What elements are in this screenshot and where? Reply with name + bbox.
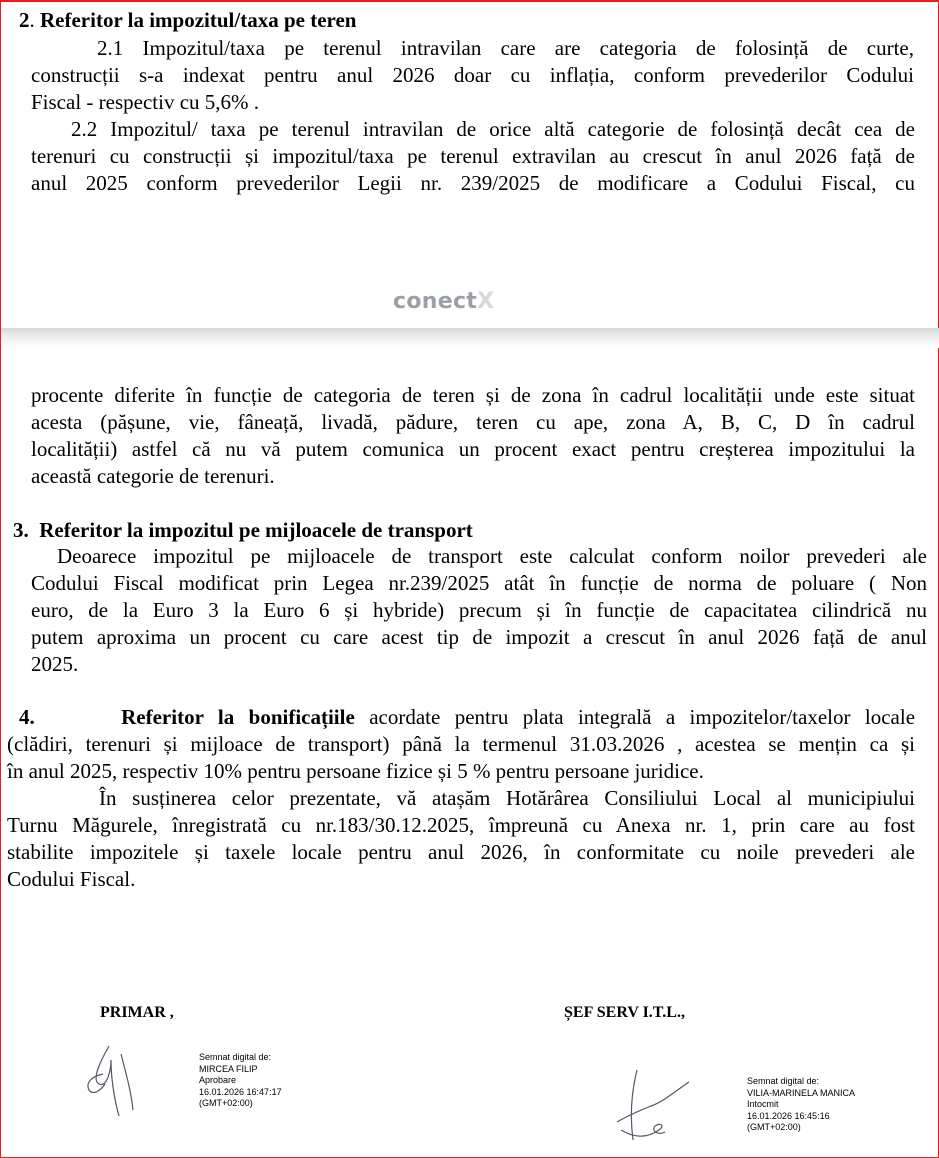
section-2-number: 2 xyxy=(19,8,30,32)
section-4-first-line xyxy=(19,704,915,731)
text-line: anul 2025 conform prevederilor Legii nr. 239/2025 de modificare a Codului Fiscal, cu xyxy=(31,171,915,195)
text-line: În susținerea celor prezentate, vă atașăm Hotărârea Consiliului Local al municipiului xyxy=(99,786,915,810)
text-line: construcții s-a indexat pentru anul 2026 doar cu inflația, conform prevederilor Codului xyxy=(31,63,914,87)
paragraph-2-2-continued xyxy=(31,382,915,490)
text-line: Codului Fiscal modificat prin Legea nr.239/2025 atât în funcție de norma de poluare ( Non xyxy=(31,571,927,595)
text-line: stabilite impozitele și taxele locale pentru anul 2026, în conformitate cu noile prevederi ale xyxy=(7,840,915,864)
text-line: (clădiri, terenuri și mijloace de transport) până la termenul 31.03.2026 , acestea se mențin ca și xyxy=(7,732,915,756)
closing-first-line xyxy=(99,785,915,812)
paragraph-2-2-first-line xyxy=(71,116,915,143)
page-break xyxy=(1,328,939,348)
text-line: 2025. xyxy=(31,652,79,676)
text-line: acesta (pășune, vie, fâneață, livadă, pădure, teren cu ape, zona A, B, C, D în cadrul xyxy=(31,410,915,434)
text-line: euro, de la Euro 3 la Euro 6 și hybride) precum și în funcție de capacitatea cilindrică nu xyxy=(31,598,927,622)
section-3-number: 3. xyxy=(13,518,29,542)
page-border-top xyxy=(1,0,939,2)
closing-paragraph xyxy=(7,812,915,893)
mayor-title: PRIMAR , xyxy=(100,1004,174,1021)
conectx-logo: conectX xyxy=(393,289,495,314)
paragraph-4 xyxy=(7,731,915,785)
text-line: în anul 2025, respectiv 10% pentru persoane fizice și 5 % pentru persoane juridice. xyxy=(7,759,704,783)
text-line: procente diferite în funcție de categoria de teren și de zona în cadrul localității unde este situat xyxy=(31,383,915,407)
head-of-service-title: ȘEF SERV I.T.L., xyxy=(564,1004,685,1021)
paragraph-2-1-first-line xyxy=(97,35,914,62)
text-line: acordate pentru plata integrală a impozitelor/taxelor locale xyxy=(369,705,916,729)
text-line: Deoarece impozitul pe mijloacele de transport este calculat conform noilor prevederi ale xyxy=(57,544,927,568)
text-line: putem aproxima un procent cu care acest tip de impozit a crescut în anul 2026 față de anul xyxy=(31,625,927,649)
section-4-number: 4. xyxy=(19,705,35,729)
text-line: Turnu Măgurele, înregistrată cu nr.183/30.12.2025, împreună cu Anexa nr. 1, prin care au fost xyxy=(7,813,915,837)
text-line: 2.2 Impozitul/ taxa pe terenul intravilan de orice altă categorie de folosință decât cea de xyxy=(71,117,915,141)
section-3-title: Referitor la impozitul pe mijloacele de transport xyxy=(39,518,473,542)
text-line: localității) astfel că nu vă putem comunica un procent exact pentru creșterea impozitului la xyxy=(31,437,915,461)
head-of-service-digital-signature-info: Semnat digital de: VILIA-MARINELA MANICA Intocmit 16.01.2026 16:45:16 (GMT+02:00) xyxy=(747,1076,856,1132)
paragraph-3 xyxy=(31,570,927,678)
text-line: Codului Fiscal. xyxy=(7,867,136,891)
head-of-service-handwritten-signature xyxy=(611,1066,701,1152)
paragraph-3-first-line xyxy=(57,543,927,570)
section-2-title: Referitor la impozitul/taxa pe teren xyxy=(40,8,357,32)
section-2-heading: 2. Referitor la impozitul/taxa pe teren xyxy=(19,8,357,32)
paragraph-2-1 xyxy=(31,62,914,116)
section-4-title: Referitor la bonificațiile xyxy=(121,705,355,729)
text-line: Fiscal - respectiv cu 5,6% . xyxy=(31,90,260,114)
text-line: terenuri cu construcții și impozitul/taxa pe terenul extravilan au crescut în anul 2026 față de xyxy=(31,144,915,168)
mayor-handwritten-signature xyxy=(81,1040,151,1120)
mayor-digital-signature-info: Semnat digital de: MIRCEA FILIP Aprobare 16.01.2026 16:47:17 (GMT+02:00) xyxy=(199,1052,282,1108)
text-line: 2.1 Impozitul/taxa pe terenul intravilan care are categoria de folosință de curte, xyxy=(97,36,914,60)
section-3-heading xyxy=(13,517,473,544)
paragraph-2-2 xyxy=(31,143,915,197)
text-line: această categorie de terenuri. xyxy=(31,464,275,488)
